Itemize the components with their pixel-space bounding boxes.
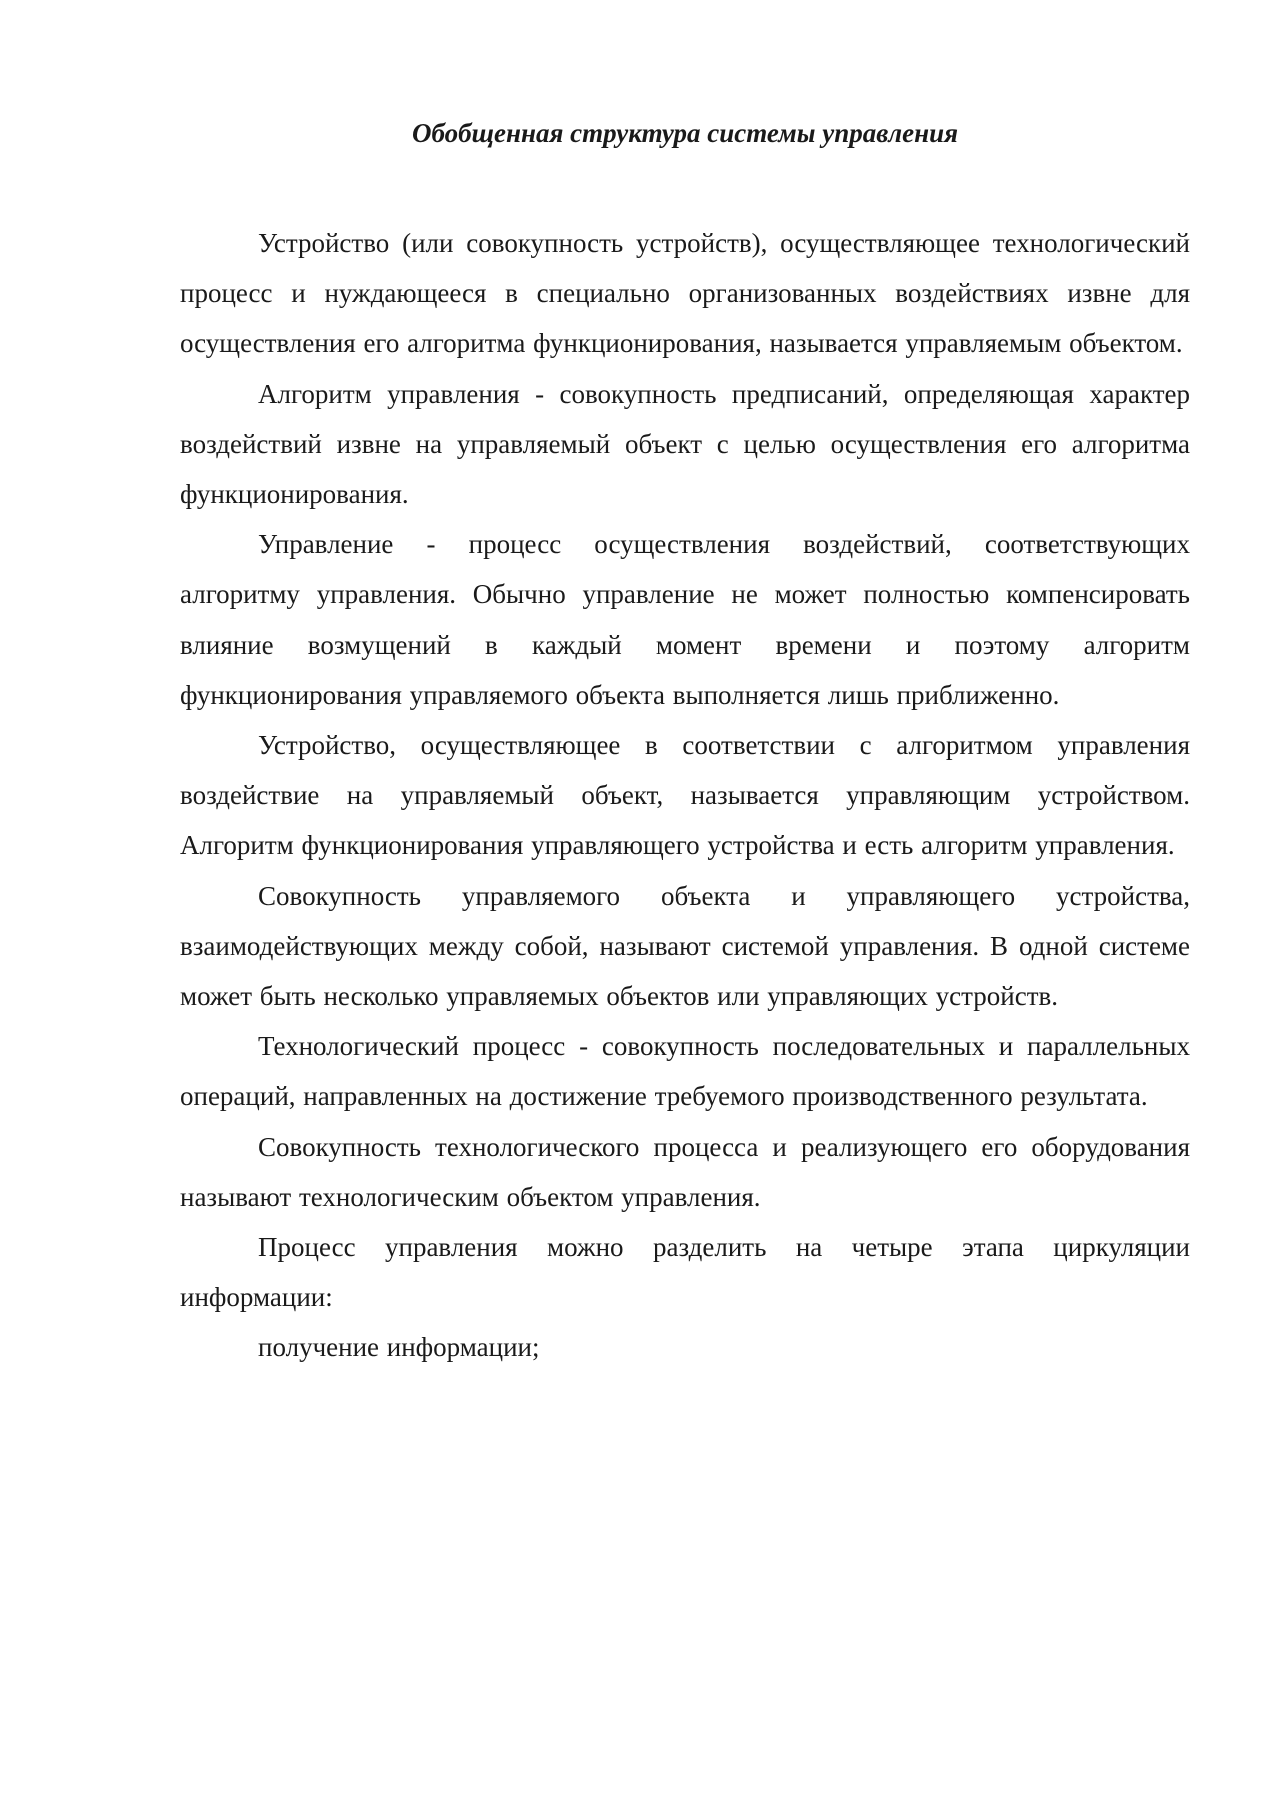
paragraph-control-device: Устройство, осуществляющее в соответствии с алгоритмом управления воздействие на управляемый объект, называется управляющим устройством. Алгоритм функционирования управляющего устройства и есть алгоритм управления.: [180, 730, 1190, 861]
paragraph-technological-object: Совокупность технологического процесса и реализующего его оборудования называют технологическим объектом управления.: [180, 1131, 1190, 1212]
paragraph-control-system: Совокупность управляемого объекта и управляющего устройства, взаимодействующих между собой, называют системой управления. В одной системе может быть несколько управляемых объектов или управляющих устройств.: [180, 880, 1190, 1012]
paragraph-controlled-object: Устройство (или совокупность устройств), осуществляющее технологический процесс и нуждающееся в специально организованных воздействиях извне для осуществления его алгоритма функционирования, называется управляемым объектом.: [180, 228, 1190, 359]
paragraph-control-algorithm: Алгоритм управления - совокупность предписаний, определяющая характер воздействий извне на управляемый объект с целью осуществления его алгоритма функционирования.: [180, 378, 1190, 510]
page-title: Обобщенная структура системы управления: [411, 118, 959, 148]
list-item-getting-information: получение информации;: [258, 1332, 540, 1363]
document-body: [180, 218, 1190, 1373]
paragraph-technological-process: Технологический процесс - совокупность последовательных и параллельных операций, направленных на достижение требуемого производственного результата.: [180, 1031, 1190, 1112]
paragraph-control: Управление - процесс осуществления воздействий, соответствующих алгоритму управления. Обычно управление не может полностью компенсировать влияние возмущений в каждый момент времени и поэтому алгоритм функционирования управляемого объекта выполняется лишь приближенно.: [180, 529, 1190, 710]
paragraph-control-stages: Процесс управления можно разделить на четыре этапа циркуляции информации:: [180, 1232, 1190, 1313]
